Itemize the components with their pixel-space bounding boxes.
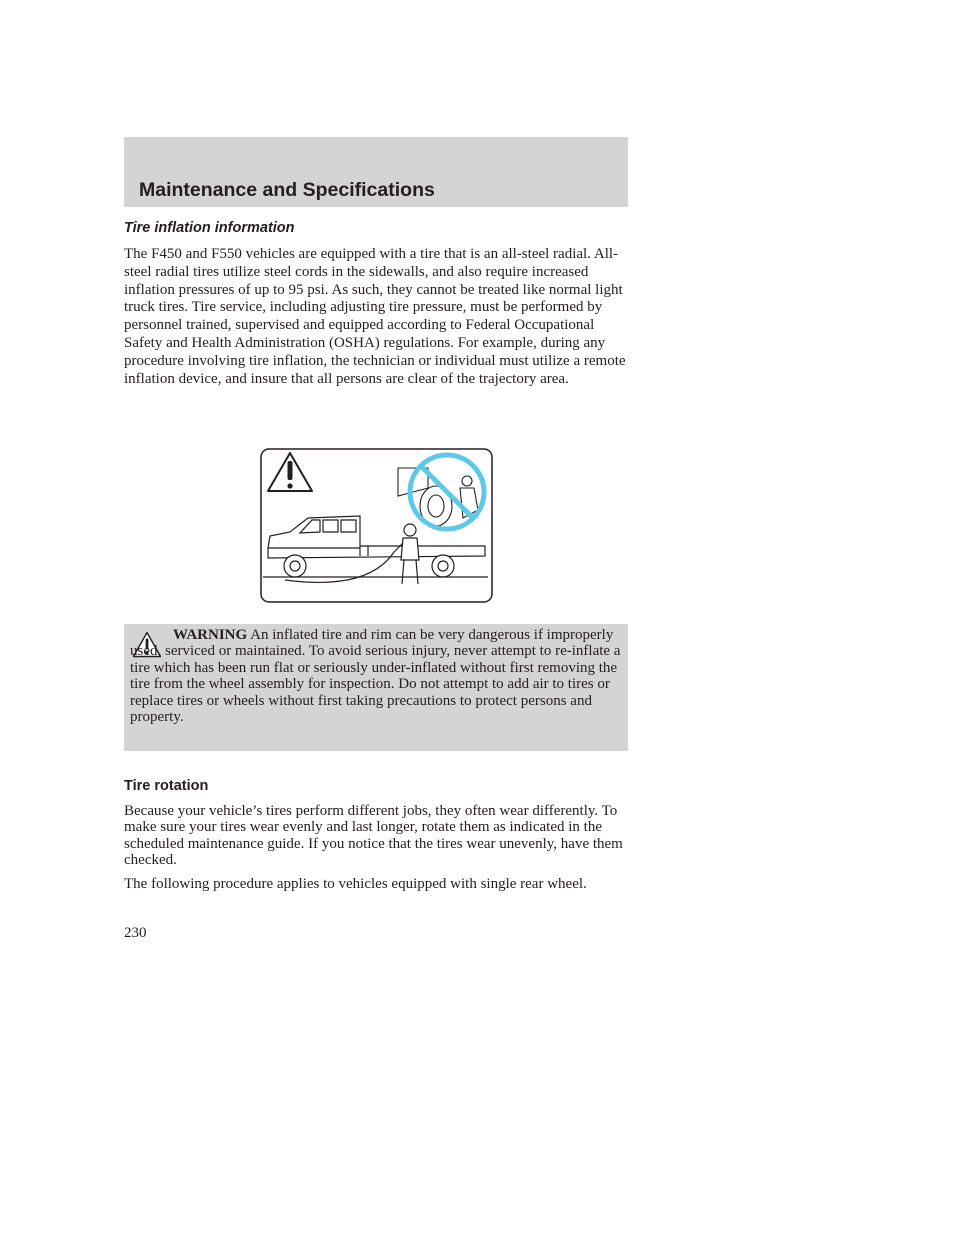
warning-box [124, 624, 628, 751]
tire-inflation-paragraph: The F450 and F550 vehicles are equipped with a tire that is an all-steel radial. All-steel radial tires utilize steel cords in the sidewalls, and also require increased inflation pressures of up to 95 psi. As such, they cannot be treated like normal light truck tires. Tire service, including adjusting tire pressure, must be performed by personnel trained, supervised and equipped according to Federal Occupational Safety and Health Administration (OSHA) regulations. For example, during any procedure involving tire inflation, the technician or individual must utilize a remote inflation device, and insure that all persons are clear of the trajectory area. [124, 246, 626, 387]
tire-inflation-heading: Tire inflation information [124, 220, 295, 236]
tire-rotation-paragraph-2: The following procedure applies to vehicles equipped with single rear wheel. [124, 876, 587, 892]
tire-rotation-heading: Tire rotation [124, 778, 209, 794]
illustration-svg [260, 448, 493, 603]
warning-text: An inflated tire and rim can be very dangerous if improperly used, serviced or maintained. To avoid serious injury, never attempt to re-inflate a tire which has been run flat or seriously under-inflated without first removing the tire from the wheel assembly for inspection. Do not attempt to add air to tires or replace tires or wheels without first taking precautions to protect persons and property. [130, 627, 621, 726]
section-title: Maintenance and Specifications [139, 179, 435, 201]
warning-paragraph [130, 627, 622, 725]
tire-rotation-paragraph-1: Because your vehicle’s tires perform different jobs, they often wear differently. To make sure your tires wear evenly and last longer, rotate them as indicated in the scheduled maintenance guide. If you notice that the tires wear unevenly, have them checked. [124, 803, 623, 869]
page-number: 230 [124, 925, 147, 941]
warning-label: WARNING [173, 627, 248, 643]
section-header [124, 137, 628, 207]
tire-inflation-illustration [260, 448, 493, 603]
